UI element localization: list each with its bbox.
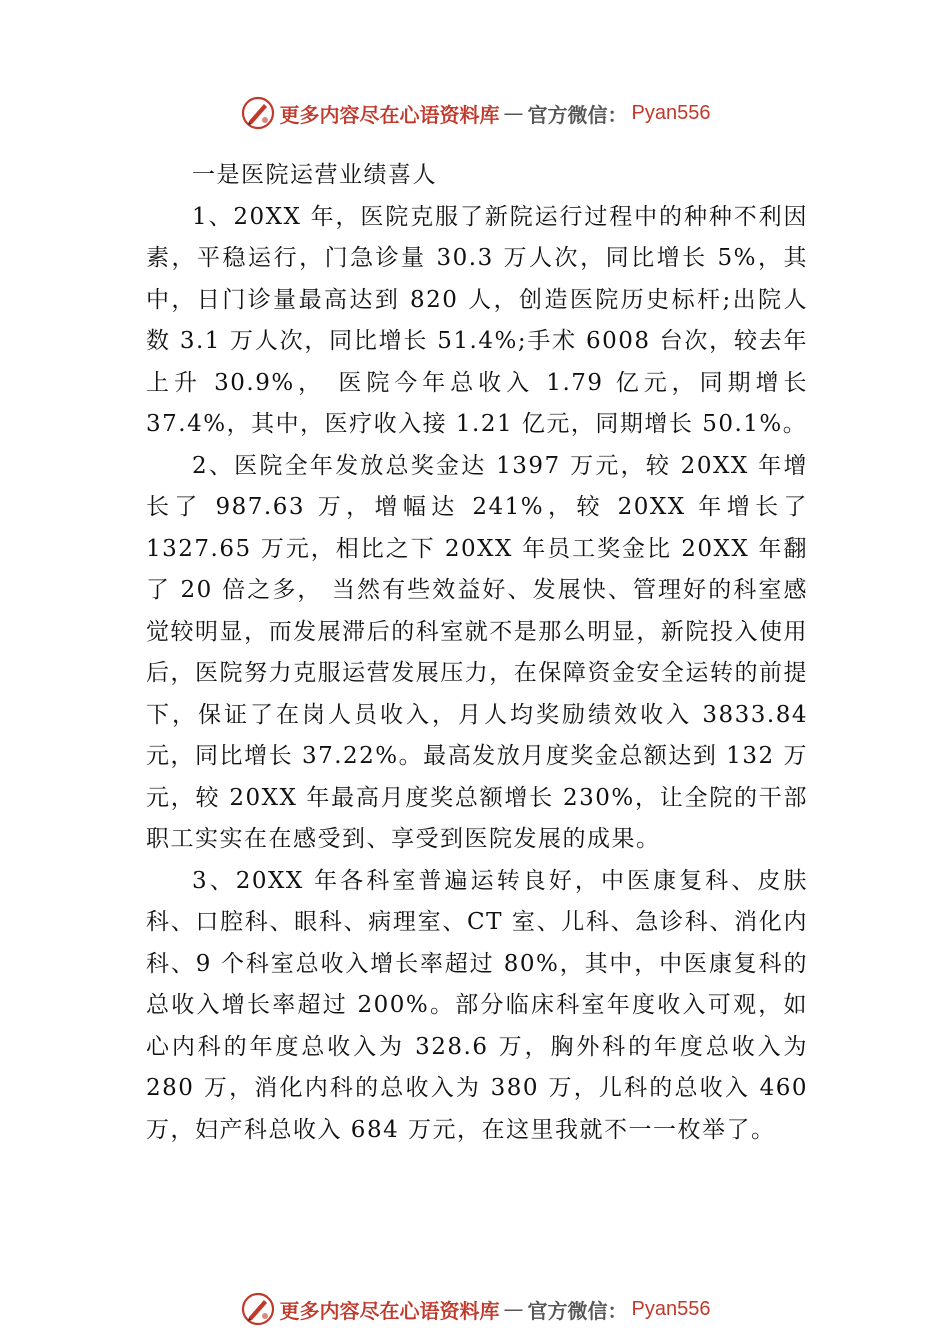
paragraph-2: 2、医院全年发放总奖金达 1397 万元，较 20XX 年增长了 987.63 万，增幅达 241%，较 20XX 年增长了 1327.65 万元，相比之下 20XX 年员工奖金比 20XX 年翻了 20 倍之多， 当然有些效益好、发展快、管理好的科室感觉较明显，而发展滞后的科室就不是那么明显，新院投入使用后，医院努力克服运营发展压力，在保障资金安全运转的前提下，保证了在岗人员收入，月人均奖励绩效收入 3833.84 元，同比增长 37.22%。最高发放月度奖金总额达到 132 万元，较 20XX 年最高月度奖总额增长 230%，让全院的干部职工实实在在感受到、享受到医院发展的成果。: [146, 452, 808, 852]
banner-wechat-label: 官方微信：: [527, 1298, 628, 1323]
banner-content: [240, 95, 711, 131]
paragraph-3: 3、20XX 年各科室普遍运转良好，中医康复科、皮肤科、口腔科、眼科、病理室、CT 室、儿科、急诊科、消化内科、9 个科室总收入增长率超过 80%，其中，中医康复科的总收入增长率超过 200%。部分临床科室年度收入可观，如心内科的年度总收入为 328.6 万，胸外科的年度总收入为 280 万，消化内科的总收入为 380 万，儿科的总收入 460 万，妇产科总收入 684 万元，在这里我就不一一枚举了。: [146, 867, 808, 1143]
paragraph-1: 1、20XX 年，医院克服了新院运行过程中的种种不利因素，平稳运行，门急诊量 30.3 万人次，同比增长 5%，其中，日门诊量最高达到 820 人，创造医院历史标杆;出院人数 3.1 万人次，同比增长 51.4%;手术 6008 台次，较去年上升 30.9%， 医院今年总收入 1.79 亿元，同期增长 37.4%，其中，医疗收入接 1.21 亿元，同期增长 50.1%。: [146, 203, 808, 437]
document-body: [146, 155, 808, 1151]
section-heading: 一是医院运营业绩喜人: [192, 162, 437, 188]
banner-wechat-id: Pyan556: [631, 1297, 711, 1320]
footer-banner: [0, 1289, 950, 1329]
banner-brand-text: 更多内容尽在心语资料库: [279, 1298, 500, 1323]
pen-logo-icon: [240, 1291, 276, 1327]
header-banner: [0, 93, 950, 133]
banner-separator: —: [503, 101, 524, 125]
banner-wechat-label: 官方微信：: [527, 102, 628, 127]
banner-separator: —: [503, 1297, 524, 1321]
pen-logo-icon: [240, 95, 276, 131]
banner-brand-text: 更多内容尽在心语资料库: [279, 102, 500, 127]
banner-wechat-id: Pyan556: [631, 101, 711, 124]
banner-content: [240, 1291, 711, 1327]
